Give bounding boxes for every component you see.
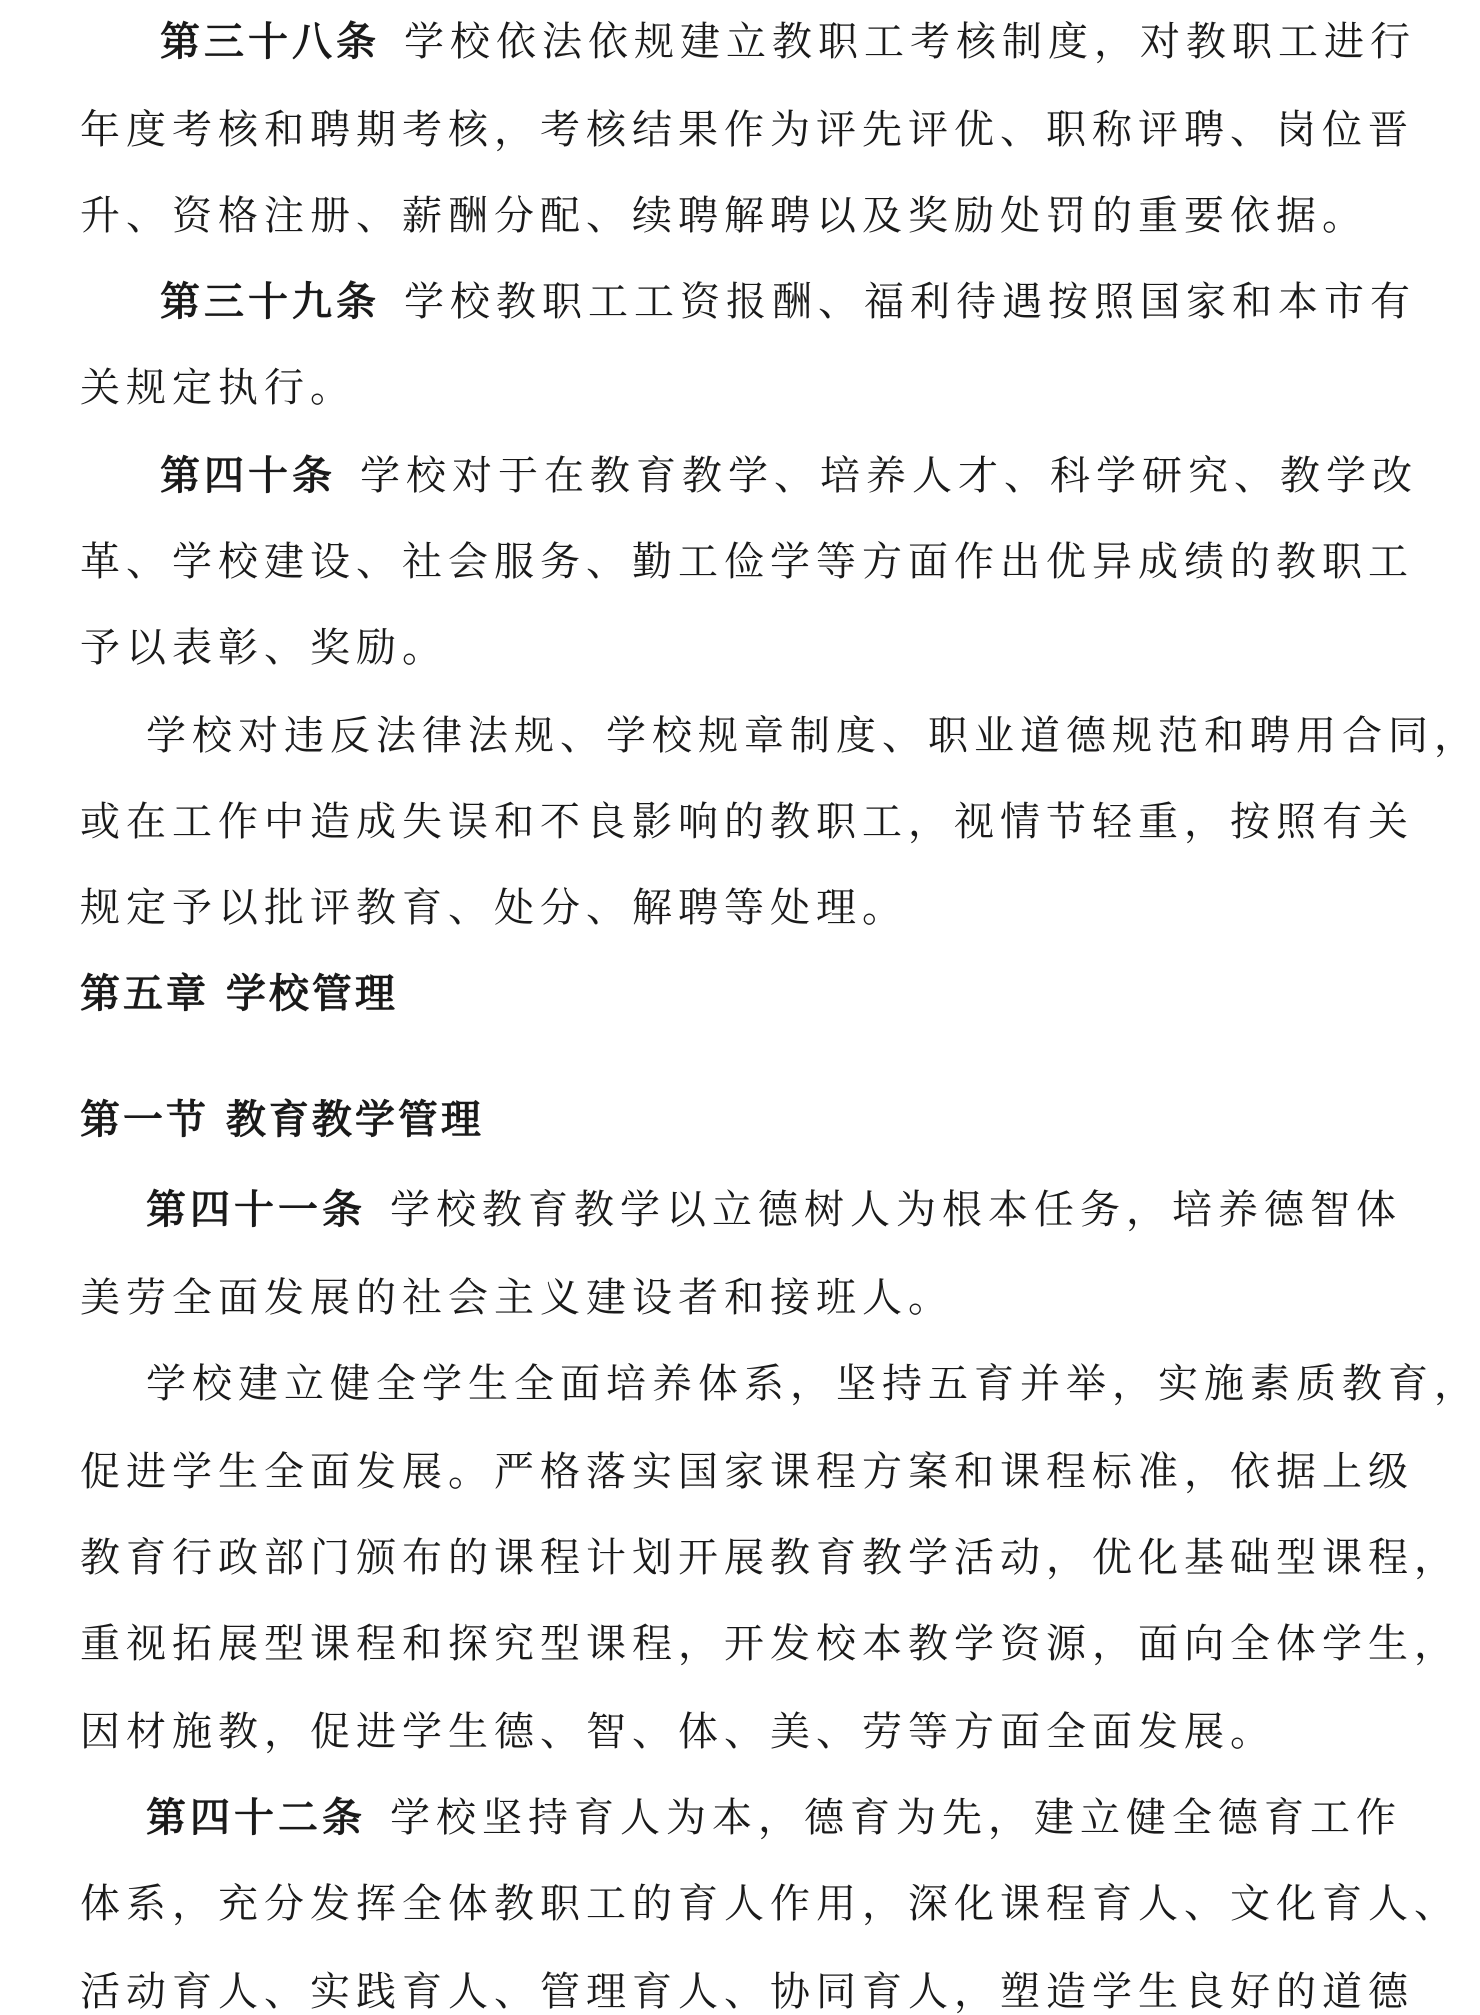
article-42-title: 第四十二条 <box>146 1795 366 1841</box>
article-41-line-2: 美劳全面发展的社会主义建设者和接班人。 <box>80 1275 954 1321</box>
article-42-line-3: 活动育人、实践育人、管理育人、协同育人，塑造学生良好的道德 <box>80 1969 1414 2015</box>
article-40-para2-line-2: 或在工作中造成失误和不良影响的教职工，视情节轻重，按照有关 <box>80 799 1414 845</box>
article-40-title: 第四十条 <box>160 453 336 499</box>
article-40-text-1: 学校对于在教育教学、培养人才、科学研究、教学改 <box>360 453 1418 499</box>
article-41-text-1: 学校教育教学以立德树人为根本任务，培养德智体 <box>390 1187 1402 1233</box>
article-38-line-3: 升、资格注册、薪酬分配、续聘解聘以及奖励处罚的重要依据。 <box>80 193 1368 239</box>
article-38-text-1: 学校依法依规建立教职工考核制度，对教职工进行 <box>404 19 1416 65</box>
article-40-line-3: 予以表彰、奖励。 <box>80 625 448 671</box>
article-40-line-2: 革、学校建设、社会服务、勤工俭学等方面作出优异成绩的教职工 <box>80 539 1414 585</box>
article-41-title: 第四十一条 <box>146 1187 366 1233</box>
article-39-line-2: 关规定执行。 <box>80 365 356 411</box>
article-41-para2-line-2: 促进学生全面发展。严格落实国家课程方案和课程标准，依据上级 <box>80 1449 1414 1495</box>
chapter-heading: 第五章 学校管理 <box>80 971 398 1017</box>
article-41-para2-line-3: 教育行政部门颁布的课程计划开展教育教学活动，优化基础型课程， <box>80 1535 1460 1581</box>
article-38-line-1 <box>160 19 1416 65</box>
article-39-line-1 <box>160 279 1416 325</box>
article-40-line-1 <box>160 453 1418 499</box>
article-38-line-2: 年度考核和聘期考核，考核结果作为评先评优、职称评聘、岗位晋 <box>80 107 1414 153</box>
article-42-line-2: 体系，充分发挥全体教职工的育人作用，深化课程育人、文化育人、 <box>80 1881 1460 1927</box>
article-39-title: 第三十九条 <box>160 279 380 325</box>
article-41-para2-line-1: 学校建立健全学生全面培养体系，坚持五育并举，实施素质教育， <box>146 1361 1480 1407</box>
article-41-para2-line-4: 重视拓展型课程和探究型课程，开发校本教学资源，面向全体学生， <box>80 1621 1460 1667</box>
article-41-line-1 <box>146 1187 1402 1233</box>
section-heading: 第一节 教育教学管理 <box>80 1097 484 1143</box>
article-40-para2-line-1: 学校对违反法律法规、学校规章制度、职业道德规范和聘用合同， <box>146 713 1480 759</box>
article-41-para2-line-5: 因材施教，促进学生德、智、体、美、劳等方面全面发展。 <box>80 1709 1276 1755</box>
article-42-line-1 <box>146 1795 1402 1841</box>
article-42-text-1: 学校坚持育人为本，德育为先，建立健全德育工作 <box>390 1795 1402 1841</box>
article-40-para2-line-3: 规定予以批评教育、处分、解聘等处理。 <box>80 885 908 931</box>
article-38-title: 第三十八条 <box>160 19 380 65</box>
article-39-text-1: 学校教职工工资报酬、福利待遇按照国家和本市有 <box>404 279 1416 325</box>
